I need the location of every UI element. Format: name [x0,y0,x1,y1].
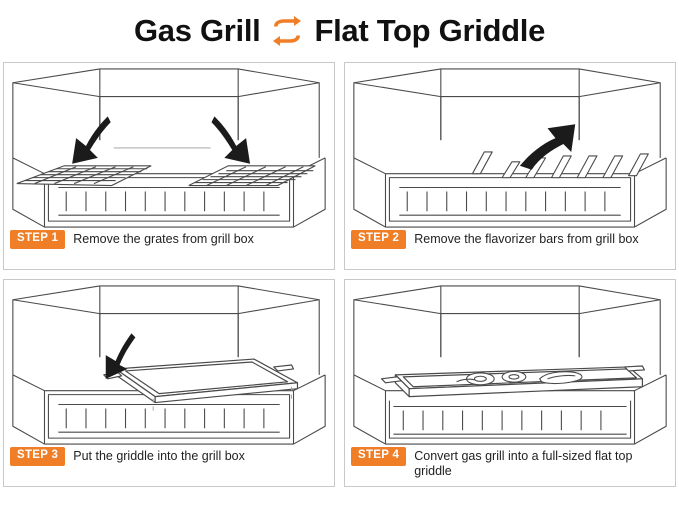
page-header [0,0,679,62]
step-badge-2: STEP 2 [351,230,406,249]
step-panel-3 [3,279,335,487]
illustration-griddle-insertion [4,280,334,448]
step-caption-3 [4,446,334,486]
step-badge-4: STEP 4 [351,447,406,466]
step-badge-3: STEP 3 [10,447,65,466]
step-caption-text-2: Remove the flavorizer bars from grill box [414,232,639,246]
steps-grid [0,62,679,487]
step-caption-text-1: Remove the grates from grill box [73,232,254,246]
step-badge-1: STEP 1 [10,230,65,249]
swap-arrows-icon [270,16,304,46]
step-caption-text-3: Put the griddle into the grill box [73,449,245,463]
illustration-grates-removal [4,63,334,231]
step-caption-4 [345,446,675,486]
step-panel-4 [344,279,676,487]
header-title-right: Flat Top Griddle [314,13,546,48]
header-title-left: Gas Grill [133,13,261,48]
illustration-flavorizer-bar-removal [345,63,675,231]
step-panel-1 [3,62,335,270]
step-caption-2 [345,229,675,269]
step-caption-1 [4,229,334,269]
illustration-converted-griddle [345,280,675,448]
step-caption-text-4: Convert gas grill into a full-sized flat top griddle [414,449,633,478]
step-panel-2 [344,62,676,270]
